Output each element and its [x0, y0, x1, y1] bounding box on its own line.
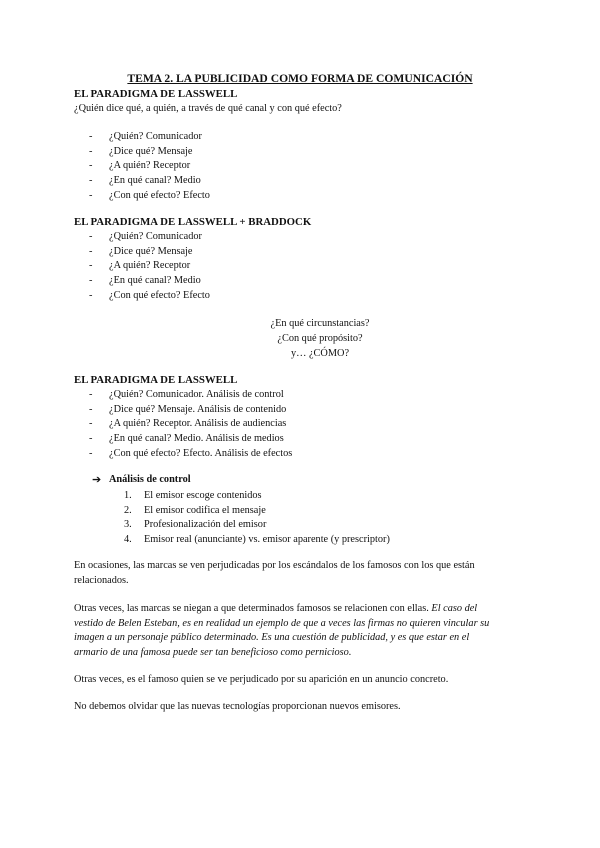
- arrow-right-icon: ➔: [92, 474, 102, 486]
- section1-heading: EL PARADIGMA DE LASSWELL: [74, 88, 238, 100]
- paragraph-celebrity-harmed: Otras veces, es el famoso quien se ve perjudicado por su aparición en un anuncio concreto.: [74, 674, 449, 685]
- section2-heading: EL PARADIGMA DE LASSWELL + BRADDOCK: [74, 216, 312, 228]
- page-title: TEMA 2. LA PUBLICIDAD COMO FORMA DE COMUNICACIÓN: [127, 72, 473, 85]
- paragraph-scandals: En ocasiones, las marcas se ven perjudicadas por los escándalos de los famosos con los que están relacionados.: [74, 560, 475, 586]
- paragraph-new-technologies: No debemos olvidar que las nuevas tecnologías proporcionan nuevos emisores.: [74, 701, 401, 712]
- extra-question: ¿Con qué propósito?: [277, 333, 363, 344]
- control-analysis-label: Análisis de control: [109, 474, 191, 485]
- paragraph-brands-refuse: Otras veces, las marcas se niegan a que determinados famosos se relacionen con ellas. El caso del vestido de Belen Esteban, es en realidad un ejemplo de que a veces las firmas no quieren vincular su imagen a un personaje público determinado. Es una cuestión de publicidad, y es que estar en el armario de una famosa puede ser tan beneficioso como pernicioso.: [74, 603, 490, 658]
- extra-question: y… ¿CÓMO?: [290, 348, 350, 359]
- section3-heading: EL PARADIGMA DE LASSWELL: [74, 374, 238, 386]
- extra-question: ¿En qué circunstancias?: [270, 318, 370, 329]
- section1-question: ¿Quién dice qué, a quién, a través de qué canal y con qué efecto?: [74, 103, 342, 114]
- document-page: TEMA 2. LA PUBLICIDAD COMO FORMA DE COMUNICACIÓN EL PARADIGMA DE LASSWELL ¿Quién dice qué, a quién, a través de qué canal y con qué efecto? - ¿Quién? Comunicador - ¿Dice qué? Mensaje - ¿A quién? Receptor - ¿En qué canal? Medio - ¿Con qué efecto? Efecto EL PARADIGMA DE LASSWELL + BRADDOCK - ¿Quién? Comunicador - ¿Dice qué? Mensaje - ¿A quién? Receptor - ¿En qué canal? Medio - ¿Con qué efecto? Efecto ¿En qué circunstancias? ¿Con qué propósito? y… ¿CÓMO? EL PARADIGMA DE LASSWELL - ¿Quién? Comunicador. Análisis de control - ¿Dice qué? Mensaje. Análisis de contenido - ¿A quién? Receptor. Análisis de audiencias - ¿En qué canal? Medio. Análisis de medios - ¿Con qué efecto? Efecto. Análisis de efectos ➔ Análisis de control 1. El emisor escoge contenidos 2. El emisor codifica el mensaje 3. Profesionalización del emisor 4. Emisor real (anunciante) vs. emisor aparente (y prescriptor) En ocasiones, las marcas se ven perjudicadas por los escándalos de los famosos con los que están relacionados. Otras veces, las marcas se niegan a que determinados famosos se relacionen con ellas. El caso del vestido de Belen Esteban, es en realidad un ejemplo de que a veces las firmas no quieren vincular su imagen a un personaje público determinado. Es una cuestión de publicidad, y es que estar en el armario de una famosa puede ser tan beneficioso como pernicioso. Otras veces, es el famoso quien se ve perjudicado por su aparición en un anuncio concreto. No debemos olvidar que las nuevas tecnologías proporcionan nuevos emisores.: [0, 0, 600, 848]
- section2-extra-questions: [0, 316, 600, 361]
